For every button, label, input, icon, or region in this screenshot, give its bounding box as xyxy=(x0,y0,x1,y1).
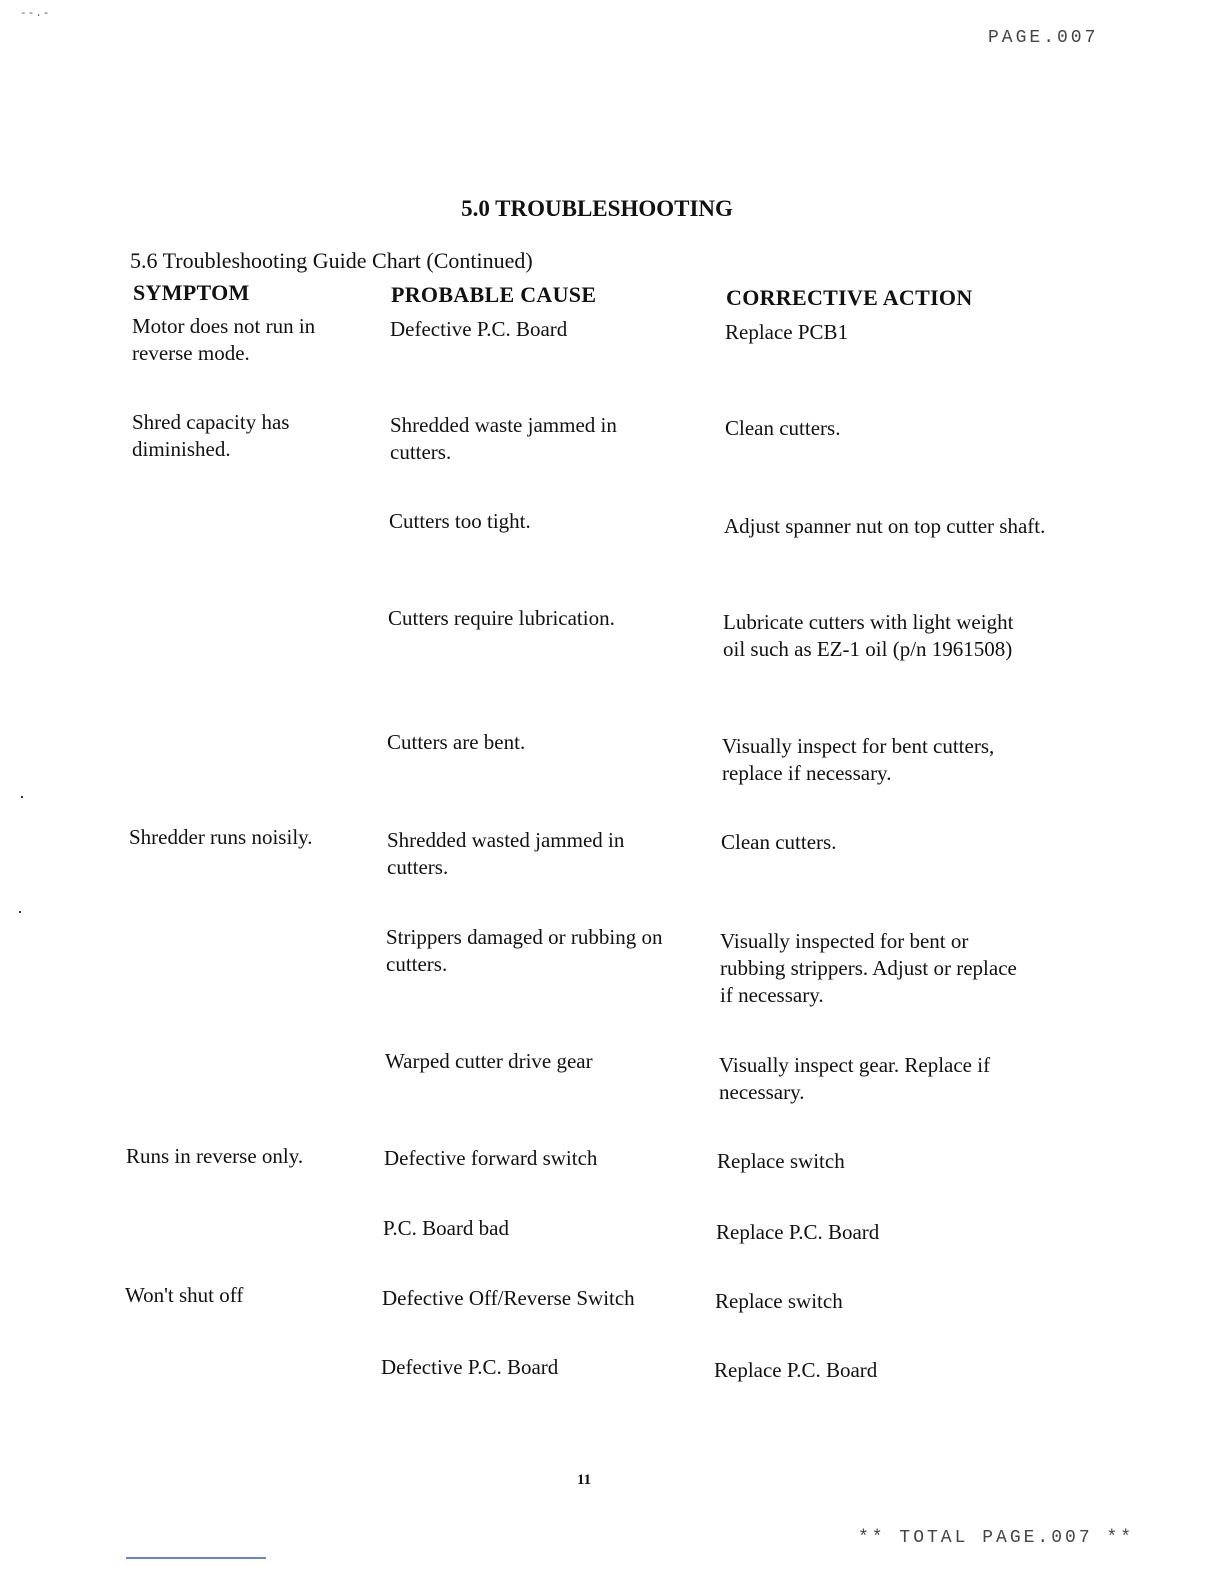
cause-cell: Cutters too tight. xyxy=(389,509,531,533)
action-cell: Replace P.C. Board xyxy=(714,1358,878,1382)
cause-cell: Defective P.C. Board xyxy=(390,317,568,341)
column-header-corrective-action: CORRECTIVE ACTION xyxy=(726,285,973,310)
page-number: 11 xyxy=(577,1472,592,1488)
cause-cell: Defective P.C. Board xyxy=(381,1355,559,1379)
cause-cell: Cutters are bent. xyxy=(387,730,526,754)
fax-corner-mark: --.- xyxy=(20,8,51,20)
action-cell: Replace P.C. Board xyxy=(716,1220,880,1244)
cause-cell: Strippers damaged or rubbing on cutters. xyxy=(386,925,663,976)
fax-page-header: PAGE.007 xyxy=(988,28,1099,48)
cause-cell: Shredded waste jammed in cutters. xyxy=(390,413,617,464)
column-header-probable-cause: PROBABLE CAUSE xyxy=(391,282,597,307)
action-cell: Replace switch xyxy=(715,1289,843,1313)
symptom-cell: Shredder runs noisily. xyxy=(129,825,313,849)
cause-cell: Defective forward switch xyxy=(384,1146,598,1170)
cause-cell: Cutters require lubrication. xyxy=(388,606,615,630)
symptom-cell: Motor does not run in reverse mode. xyxy=(132,314,316,365)
cause-cell: Shredded wasted jammed in cutters. xyxy=(387,828,625,879)
action-cell: Adjust spanner nut on top cutter shaft. xyxy=(724,514,1046,538)
action-cell: Replace switch xyxy=(717,1149,845,1173)
scan-speck xyxy=(21,796,23,798)
action-cell: Clean cutters. xyxy=(725,416,841,440)
action-cell: Lubricate cutters with light weight oil such as EZ-1 oil (p/n 1961508) xyxy=(723,610,1014,661)
symptom-cell: Won't shut off xyxy=(125,1283,244,1307)
scan-speck xyxy=(19,911,21,913)
column-header-symptom: SYMPTOM xyxy=(133,280,250,305)
action-cell: Replace PCB1 xyxy=(725,320,849,344)
action-cell: Visually inspected for bent or rubbing strippers. Adjust or replace if necessary. xyxy=(720,929,1017,1007)
scan-underline-mark xyxy=(126,1557,266,1559)
action-cell: Visually inspect gear. Replace if necessary. xyxy=(719,1053,991,1104)
cause-cell: Defective Off/Reverse Switch xyxy=(382,1286,635,1310)
action-cell: Clean cutters. xyxy=(721,830,837,854)
section-title: 5.0 TROUBLESHOOTING xyxy=(461,196,733,221)
symptom-cell: Shred capacity has diminished. xyxy=(132,410,290,461)
symptom-cell: Runs in reverse only. xyxy=(126,1144,304,1168)
action-cell: Visually inspect for bent cutters, replace if necessary. xyxy=(722,734,995,785)
fax-total-page-footer: ** TOTAL PAGE.007 ** xyxy=(858,1528,1135,1548)
cause-cell: P.C. Board bad xyxy=(383,1216,509,1240)
cause-cell: Warped cutter drive gear xyxy=(385,1049,593,1073)
chart-subtitle: 5.6 Troubleshooting Guide Chart (Continued) xyxy=(130,248,533,273)
